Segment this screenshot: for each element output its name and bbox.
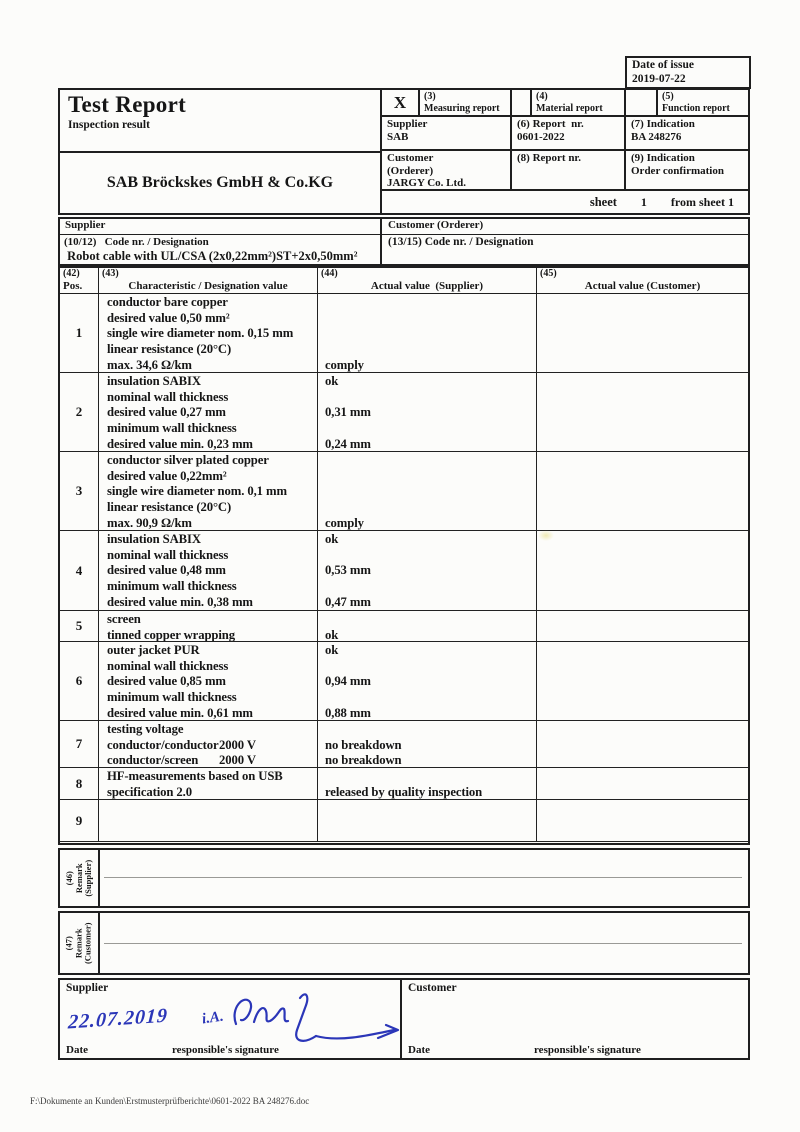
customer-actual-cell: [537, 373, 748, 451]
characteristic-cell: outer jacket PUR nominal wall thickness desired value 0,85 mm minimum wall thickness desired value min. 0,61 mm: [99, 642, 318, 720]
customer-code-label: (13/15) Code nr. / Designation: [388, 236, 534, 248]
supplier-actual-cell: ok 0,53 mm 0,47 mm: [318, 531, 537, 610]
measuring-report-num: (3): [424, 91, 436, 102]
report-nr2-label: (8) Report nr.: [517, 152, 582, 164]
indication2-value: Order confirmation: [631, 165, 724, 177]
table-row: [60, 721, 748, 768]
from-sheet-label: from sheet 1: [670, 194, 734, 209]
supplier-field-label: Supplier: [387, 118, 428, 130]
customer-actual-cell: [537, 531, 748, 610]
col-supplier-num: (44): [321, 268, 338, 279]
material-report-checkbox: [512, 90, 532, 117]
parties-supplier-label: Supplier: [60, 219, 382, 235]
customer-actual-cell: [537, 800, 748, 841]
footer-file-path: F:\Dokumente an Kunden\Erstmusterprüfberichte\0601-2022 BA 248276.doc: [30, 1096, 310, 1106]
parties-block: [58, 217, 750, 266]
pos-cell: 2: [60, 373, 99, 451]
supplier-actual-cell: comply: [318, 452, 537, 530]
company-name: SAB Bröckskes GmbH & Co.KG: [60, 153, 382, 213]
header-block: [58, 88, 750, 215]
handwritten-signature-prefix: i.A.: [200, 1008, 225, 1028]
customer-field: [382, 151, 512, 191]
page-title: Test Report: [68, 92, 187, 117]
table-row: [60, 642, 748, 721]
characteristic-cell: HF-measurements based on USB specification 2.0: [99, 768, 318, 799]
page-subtitle: Inspection result: [68, 119, 150, 131]
function-report-num: (5): [662, 91, 674, 102]
title-cell: [60, 90, 382, 153]
col-header-customer-value: [537, 268, 748, 294]
supplier-actual-cell: ok: [318, 611, 537, 641]
report-nr-value: 0601-2022: [517, 131, 565, 143]
indication-field: [626, 117, 748, 151]
customer-actual-cell: [537, 721, 748, 767]
material-report-num: (4): [536, 91, 548, 102]
supplier-field-value: SAB: [387, 131, 409, 143]
date-of-issue-box: [625, 56, 751, 89]
customer-responsible-label: responsible's signature: [534, 1044, 641, 1056]
table-row: [60, 531, 748, 611]
material-report-label: Material report: [536, 103, 603, 114]
pos-cell: 4: [60, 531, 99, 610]
supplier-actual-cell: [318, 800, 537, 841]
customer-code-cell: [382, 235, 748, 264]
characteristic-cell: conductor silver plated copper desired value 0,22mm² single wire diameter nom. 0,1 mm linear resistance (20°C) max. 90,9 Ω/km: [99, 452, 318, 530]
supplier-actual-cell: ok 0,94 mm 0,88 mm: [318, 642, 537, 720]
table-row: [60, 800, 748, 842]
measuring-report-label: Measuring report: [424, 103, 500, 114]
pos-cell: 3: [60, 452, 99, 530]
table-rows: [60, 294, 748, 842]
table-row: [60, 768, 748, 800]
remark-customer-label: [65, 922, 94, 964]
remark-supplier-word: Remark: [73, 863, 84, 893]
handwritten-signature: [228, 990, 418, 1052]
customer-actual-cell: [537, 452, 748, 530]
table-row: [60, 452, 748, 531]
customer-field-label2: (Orderer): [387, 164, 434, 177]
function-report-checkbox: [626, 90, 658, 117]
date-of-issue-label: Date of issue: [632, 59, 694, 71]
pos-cell: 9: [60, 800, 99, 841]
sheet-row: [382, 191, 748, 213]
remark-supplier-ruled-line: [104, 877, 742, 878]
function-report-cell: [658, 90, 748, 117]
characteristic-cell: [99, 800, 318, 841]
characteristic-cell: insulation SABIX nominal wall thickness desired value 0,27 mm minimum wall thickness desired value min. 0,23 mm: [99, 373, 318, 451]
supplier-actual-cell: ok 0,31 mm 0,24 mm: [318, 373, 537, 451]
function-report-label: Function report: [662, 103, 730, 114]
supplier-date-label: Date: [66, 1044, 88, 1056]
measuring-report-checkbox: X: [382, 90, 420, 117]
supplier-actual-cell: no breakdown no breakdown: [318, 721, 537, 767]
supplier-signature-title: Supplier: [66, 982, 109, 994]
report-nr-label: (6) Report nr.: [517, 118, 584, 130]
supplier-actual-cell: released by quality inspection: [318, 768, 537, 799]
col-header-characteristic: [99, 268, 318, 294]
supplier-responsible-label: responsible's signature: [172, 1044, 279, 1056]
report-nr-field: [512, 117, 626, 151]
remark-customer-party: (Customer): [82, 922, 93, 964]
customer-signature-cell: [402, 980, 748, 1058]
col-pos-num: (42): [63, 268, 80, 279]
customer-actual-cell: [537, 611, 748, 641]
customer-field-value: JARGY Co. Ltd.: [387, 177, 467, 189]
col-pos-label: Pos.: [63, 280, 83, 292]
material-report-cell: [532, 90, 626, 117]
date-of-issue-value: 2019-07-22: [632, 72, 686, 85]
indication-label: (7) Indication: [631, 118, 695, 130]
col-supplier-label: Actual value (Supplier): [370, 280, 484, 292]
col-customer-num: (45): [540, 268, 557, 279]
characteristic-cell: insulation SABIX nominal wall thickness desired value 0,48 mm minimum wall thickness desired value min. 0,38 mm: [99, 531, 318, 610]
scan-artifact: [538, 530, 554, 541]
remark-customer-word: Remark: [73, 928, 84, 958]
table-row: [60, 611, 748, 642]
customer-signature-title: Customer: [408, 982, 457, 994]
col-char-num: (43): [102, 268, 119, 279]
measuring-report-cell: [420, 90, 512, 117]
remark-supplier-section: [58, 848, 750, 908]
col-customer-label: Actual value (Customer): [584, 280, 701, 292]
indication2-label: (9) Indication: [631, 152, 695, 164]
supplier-field: [382, 117, 512, 151]
pos-cell: 7: [60, 721, 99, 767]
remark-customer-label-cell: [60, 913, 100, 973]
characteristics-table: [58, 266, 750, 845]
remark-supplier-party: (Supplier): [82, 859, 93, 897]
sheet-value: 1: [640, 194, 647, 209]
customer-actual-cell: [537, 642, 748, 720]
col-header-pos: [60, 268, 99, 294]
supplier-code-label: (10/12) Code nr. / Designation: [64, 236, 209, 248]
remark-customer-num: (47): [63, 935, 74, 951]
sheet-label: sheet: [589, 194, 617, 209]
customer-date-label: Date: [408, 1044, 430, 1056]
indication2-field: [626, 151, 748, 191]
indication-value: BA 248276: [631, 131, 682, 143]
customer-actual-cell: [537, 294, 748, 372]
table-row: [60, 294, 748, 373]
remark-supplier-num: (46): [63, 870, 74, 886]
pos-cell: 8: [60, 768, 99, 799]
supplier-code-value: Robot cable with UL/CSA (2x0,22mm²)ST+2x0,50mm²: [64, 249, 358, 263]
parties-customer-label: Customer (Orderer): [382, 219, 748, 235]
customer-field-label: Customer: [387, 152, 434, 164]
customer-actual-cell: [537, 768, 748, 799]
supplier-signature-cell: [60, 980, 402, 1058]
col-header-supplier-value: [318, 268, 537, 294]
col-char-label: Characteristic / Designation value: [128, 280, 288, 292]
supplier-code-cell: [60, 235, 382, 264]
report-nr2-field: [512, 151, 626, 191]
table-row: [60, 373, 748, 452]
pos-cell: 1: [60, 294, 99, 372]
signature-block: [58, 978, 750, 1060]
handwritten-date: 22.07.2019: [67, 1004, 169, 1034]
characteristic-cell: testing voltage conductor/conductor 2000 V conductor/screen 2000 V: [99, 721, 318, 767]
characteristic-cell: screen tinned copper wrapping: [99, 611, 318, 641]
pos-cell: 5: [60, 611, 99, 641]
remark-supplier-label-cell: [60, 850, 100, 906]
supplier-actual-cell: comply: [318, 294, 537, 372]
pos-cell: 6: [60, 642, 99, 720]
remark-customer-section: [58, 911, 750, 975]
remark-supplier-label: [65, 860, 94, 897]
remark-customer-ruled-line: [104, 943, 742, 944]
characteristic-cell: conductor bare copper desired value 0,50 mm² single wire diameter nom. 0,15 mm linear resistance (20°C) max. 34,6 Ω/km: [99, 294, 318, 372]
